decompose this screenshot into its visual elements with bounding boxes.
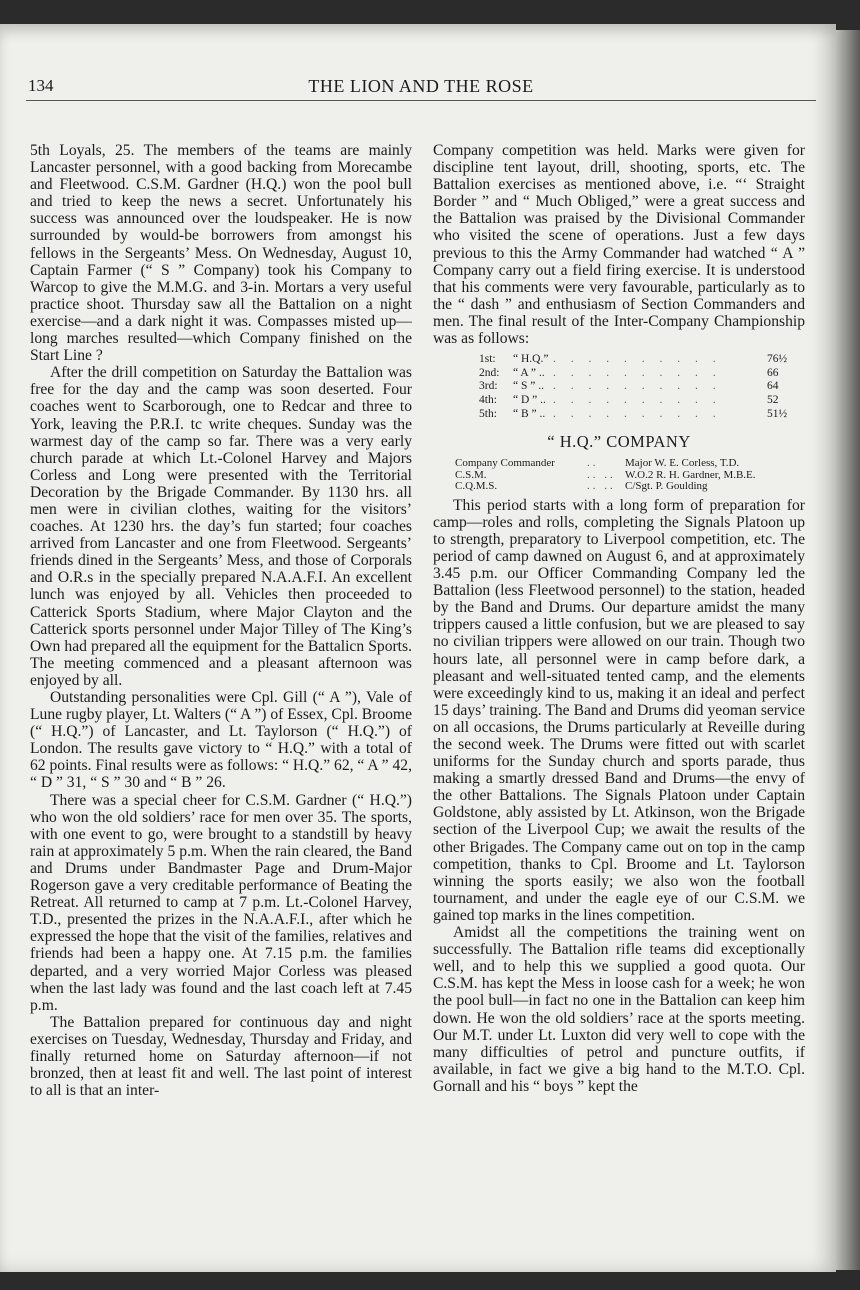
results-row xyxy=(479,367,805,381)
officer-role: C.S.M. xyxy=(455,468,487,481)
page-edge-shadow xyxy=(836,30,860,1270)
result-points: 64 xyxy=(767,380,779,393)
leader-dots: . . . . . . . . . . xyxy=(553,407,722,420)
leader-dots: . . . . . . . . . . xyxy=(553,366,722,379)
result-points: 51½ xyxy=(767,407,788,420)
result-points: 52 xyxy=(767,393,779,406)
paragraph: Company competition was held. Marks were given for discipline tent layout, drill, shooting, sports, etc. The Battalion exercises as mentioned above, i.e. “‘ Straight Border ” and “ Much Obliged,” were a great success and the Battalion was praised by the Divisional Commander who visited the scene of operations. Just a few days previous to this the Army Commander had watched “ A ” Company carry out a field firing exercise. It is understood that his comments were very favourable, particularly as to the “ dash ” and enthusiasm of Section Commanders and men. The final result of the Inter-Company Championship was as follows: xyxy=(433,142,805,348)
result-place: 1st: xyxy=(479,353,496,366)
book-page xyxy=(0,24,836,1272)
leader-dots: .. .. xyxy=(587,480,616,493)
results-row xyxy=(479,408,805,422)
leader-dots: .. .. xyxy=(587,468,616,481)
result-place: 5th: xyxy=(479,407,497,420)
left-column xyxy=(30,142,412,1099)
right-column xyxy=(433,142,805,1095)
leader-dots: . . . . . . . . . . xyxy=(553,353,722,366)
paragraph: 5th Loyals, 25. The members of the teams are mainly Lancaster personnel, with a good backing from Morecambe and Fleetwood. C.S.M. Gardner (H.Q.) won the pool bull and tried to keep the news a secret. Unfortunately his success was announced over the loudspeaker. He is now surrounded by would-be borrowers from amongst his fellows in the Sergeants’ Mess. On Wednesday, August 10, Captain Farmer (“ S ” Company) took his Company to Warcop to give the M.M.G. and 3-in. Mortars a very useful practice shoot. Thursday saw all the Battalion on a night exercise—and a dark night it was. Compasses misted up—long marches resulted—which Company finished on the Start Line ? xyxy=(30,142,412,365)
results-row xyxy=(479,380,805,394)
officer-role: Company Commander xyxy=(455,457,555,470)
results-row xyxy=(479,394,805,408)
leader-dots: . . . . . . . . . . xyxy=(553,380,722,393)
results-row xyxy=(479,353,805,367)
paragraph: Outstanding personalities were Cpl. Gill (“ A ”), Vale of Lune rugby player, Lt. Walters (“ A ”) of Essex, Cpl. Broome (“ H.Q.”) of Lancaster, and Lt. Taylorson (“ H.Q.”) of London. The results gave victory to “ H.Q.” with a total of 62 points. Final results were as follows: “ H.Q.” 62, “ A ” 42, “ D ” 31, “ S ” 30 and “ B ” 26. xyxy=(30,689,412,792)
officers-list xyxy=(455,458,805,493)
officer-name: Major W. E. Corless, T.D. xyxy=(625,457,740,470)
result-points: 66 xyxy=(767,366,779,379)
officer-role: C.Q.M.S. xyxy=(455,480,498,493)
result-points: 76½ xyxy=(767,353,788,366)
result-company: “ D ” .. xyxy=(513,393,546,406)
paragraph: After the drill competition on Saturday the Battalion was free for the day and the camp was soon deserted. Four coaches went to Scarborough, one to Redcar and three to York, leaving the P.R.I. tc write cheques. Sunday was the warmest day of the camp so far. There was a very early church parade at which Lt.-Colonel Harvey and Majors Corless and Long were presented with the Territorial Decoration by the Brigade Commander. By 1130 hrs. all men were in civilian clothes, waiting for the visitors’ coaches. At 1230 hrs. the day’s fun started; four coaches arrived from Lancaster and one from Fleetwood. Sergeants’ friends dined in the Sergeants’ Mess, and those of Corporals and O.R.s in the specially prepared N.A.A.F.I. An excellent lunch was enjoyed by all. Vehicles then proceeded to Catterick Sports Stadium, where Major Clayton and the Catterick sports personnel under Major Tilley of The King’s Own had prepared all the equipment for the Battalicn Sports. The meeting commenced and a pleasant afternoon was enjoyed by all. xyxy=(30,364,412,689)
result-company: “ S ” .. xyxy=(513,380,544,393)
leader-dots: .. xyxy=(587,457,599,470)
leader-dots: . . . . . . . . . . xyxy=(553,393,722,406)
officer-name: C/Sgt. P. Goulding xyxy=(625,480,708,493)
results-table xyxy=(479,353,805,421)
result-company: “ A ” .. xyxy=(513,366,545,379)
officer-name: W.O.2 R. H. Gardner, M.B.E. xyxy=(625,468,756,481)
paragraph: The Battalion prepared for continuous day and night exercises on Tuesday, Wednesday, Thursday and Friday, and finally returned home on Saturday afternoon—if not bronzed, then at least fit and well. The last point of interest to all is that an inter- xyxy=(30,1013,412,1100)
page-header xyxy=(26,74,816,101)
officer-row xyxy=(455,458,805,470)
result-place: 2nd: xyxy=(479,366,500,379)
result-company: “ B ” .. xyxy=(513,407,546,420)
result-company: “ H.Q.” xyxy=(513,353,549,366)
paragraph: Amidst all the competitions the training went on successfully. The Battalion rifle teams did exceptionally well, and to help this we supplied a good quota. Our C.S.M. has kept the Mess in loose cash for a week; he won the pool bull—in fact no one in the Battalion can keep him down. He won the old soldiers’ race at the sports meeting. Our M.T. under Lt. Luxton did very well to cope with the many difficulties of petrol and puncture outfits, if available, in fact we give a big hand to the M.T.O. Cpl. Gornall and his “ boys ” kept the xyxy=(433,924,805,1095)
paragraph: There was a special cheer for C.S.M. Gardner (“ H.Q.”) who won the old soldiers’ race for men over 35. The sports, with one event to go, were brought to a standstill by heavy rain at approximately 5 p.m. When the rain cleared, the Band and Drums under Bandmaster Page and Drum-Major Rogerson gave a very creditable performance of Beating the Retreat. All returned to camp at 7 p.m. Lt.-Colonel Harvey, T.D., presented the prizes in the N.A.A.F.I., after which he expressed the hope that the visit of the families, relatives and friends had been a happy one. At 7.15 p.m. the families departed, and a very worried Major Corless was pleased when the last lady was found and the last coach left at 7.45 p.m. xyxy=(30,791,412,1014)
running-title: THE LION AND THE ROSE xyxy=(308,76,534,96)
section-heading: “ H.Q.” COMPANY xyxy=(547,432,691,452)
page-number: 134 xyxy=(28,76,54,95)
officer-row xyxy=(455,481,805,493)
result-place: 4th: xyxy=(479,393,497,406)
result-place: 3rd: xyxy=(479,380,498,393)
paragraph: This period starts with a long form of preparation for camp—roles and rolls, completing the Signals Platoon up to strength, preparatory to Liverpool competition, etc. The period of camp dawned on August 6, and at approximately 3.45 p.m. our Officer Commanding Company led the Battalion (less Fleetwood personnel) to the station, headed by the Band and Drums. Our departure amidst the many trippers caused a little confusion, but we are pleased to say no civilian trippers were allowed on our train. Though two hours late, all personnel were in camp before dark, a pleasant and well-situated tented camp, and the elements were exceedingly kind to us, making it an ideal and perfect 15 days’ training. The Band and Drums did yeoman service on all occasions, the Drums particularly at Reveille during the second week. The Drums were fitted out with scarlet uniforms for the Sunday church and sports parade, thus making a smartly dressed Band and Drums—the envy of the other Battalions. The Signals Platoon under Captain Goldstone, ably assisted by Lt. Atkinson, won the Brigade section of the Liverpool Cup; we await the results of the other Brigades. The Company came out on top in the camp competition, thanks to Cpl. Broome and Lt. Taylorson winning the sports easily; we also won the football tournament, and under the eagle eye of our C.S.M. we gained top marks in the lines competition. xyxy=(433,496,805,924)
